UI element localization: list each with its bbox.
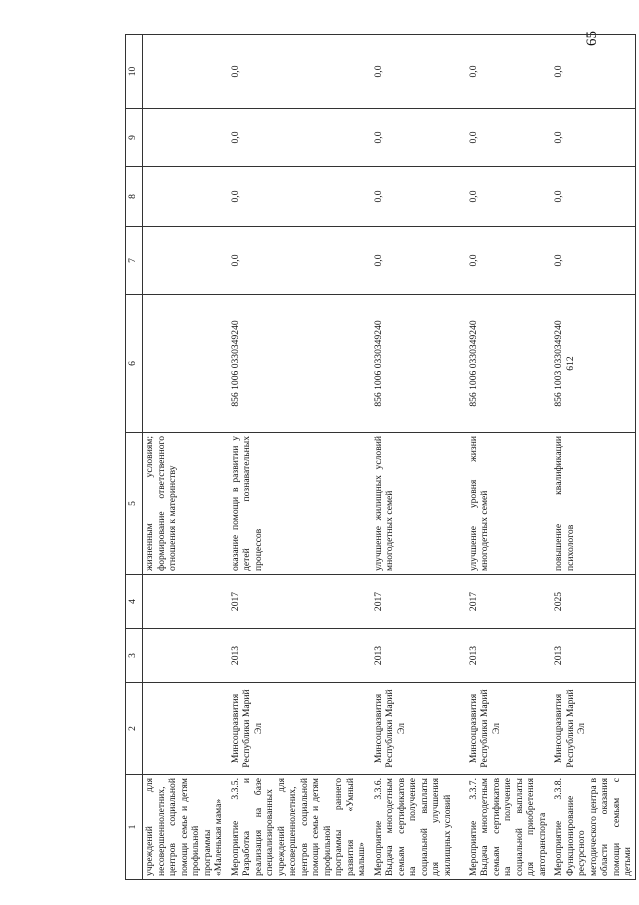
result-cell: повышение квалификации психологов <box>549 433 635 575</box>
start-year-cell: 2013 <box>549 629 635 683</box>
table-row <box>369 35 464 880</box>
table-row <box>464 35 550 880</box>
column-header: 6 <box>126 295 143 433</box>
value-cell: 0,0 <box>226 167 369 227</box>
result-cell: жизненным условиям; формирование ответственного отношения к материнству <box>143 433 226 575</box>
value-cell: 0,0 <box>549 109 635 167</box>
executor-cell: Минсоцразвития Республики Марий Эл <box>369 683 464 775</box>
executor-cell: Минсоцразвития Республики Марий Эл <box>464 683 550 775</box>
value-cell: 0,0 <box>369 167 464 227</box>
column-header: 10 <box>126 35 143 109</box>
start-year-cell: 2013 <box>369 629 464 683</box>
value-cell: 0,0 <box>369 109 464 167</box>
value-cell: 0,0 <box>549 227 635 295</box>
column-header: 9 <box>126 109 143 167</box>
budget-code-cell: 856 1006 0330349240 <box>226 295 369 433</box>
executor-cell <box>143 683 226 775</box>
page-number: 65 <box>584 31 600 46</box>
value-cell: 0,0 <box>369 227 464 295</box>
program-table <box>125 34 636 880</box>
end-year-cell: 2017 <box>226 575 369 629</box>
value-cell: 0,0 <box>464 227 550 295</box>
activity-cell: Мероприятие 3.3.7. Выдача многодетным семьям сертификатов на получение социальной выплаты для приобретения автотранспорта <box>464 775 550 880</box>
header-row <box>126 35 143 880</box>
value-cell <box>143 227 226 295</box>
end-year-cell: 2017 <box>464 575 550 629</box>
table-row <box>226 35 369 880</box>
budget-code-cell: 856 1006 0330349240 <box>464 295 550 433</box>
column-header: 1 <box>126 775 143 880</box>
column-header: 8 <box>126 167 143 227</box>
table-row <box>549 35 635 880</box>
value-cell <box>143 109 226 167</box>
column-header: 5 <box>126 433 143 575</box>
result-cell: улучшение жилищных условий многодетных семей <box>369 433 464 575</box>
value-cell: 0,0 <box>226 35 369 109</box>
table-row <box>143 35 226 880</box>
value-cell: 0,0 <box>226 109 369 167</box>
activity-cell: Мероприятие 3.3.5. Разработка и реализация на базе специализированных учреждений для несовершеннолетних, центров социальной помощи семье и детям профильной программы раннего развития «Умный малыш» <box>226 775 369 880</box>
budget-code-cell <box>143 295 226 433</box>
value-cell <box>143 35 226 109</box>
value-cell: 0,0 <box>226 227 369 295</box>
value-cell <box>143 167 226 227</box>
executor-cell: Минсоцразвития Республики Марий Эл <box>226 683 369 775</box>
value-cell: 0,0 <box>464 35 550 109</box>
value-cell: 0,0 <box>549 35 635 109</box>
value-cell: 0,0 <box>464 109 550 167</box>
value-cell: 0,0 <box>464 167 550 227</box>
start-year-cell: 2013 <box>464 629 550 683</box>
end-year-cell: 2017 <box>369 575 464 629</box>
start-year-cell <box>143 629 226 683</box>
value-cell: 0,0 <box>369 35 464 109</box>
column-header: 3 <box>126 629 143 683</box>
activity-cell: Мероприятие 3.3.6. Выдача многодетным семьям сертификатов на получение социальной выплаты для улучшения жилищных условий <box>369 775 464 880</box>
result-cell: оказание помощи в развитии у детей познавательных процессов <box>226 433 369 575</box>
budget-code-cell: 856 1006 0330349240 <box>369 295 464 433</box>
end-year-cell <box>143 575 226 629</box>
start-year-cell: 2013 <box>226 629 369 683</box>
table-header <box>126 35 143 880</box>
budget-code-cell: 856 1003 0330349240 612 <box>549 295 635 433</box>
activity-cell: учреждений для несовершеннолетних, центров социальной помощи семье и детям профильной программы «Маленькая мама» <box>143 775 226 880</box>
column-header: 2 <box>126 683 143 775</box>
column-header: 7 <box>126 227 143 295</box>
result-cell: улучшение уровня жизни многодетных семей <box>464 433 550 575</box>
column-header: 4 <box>126 575 143 629</box>
value-cell: 0,0 <box>549 167 635 227</box>
end-year-cell: 2025 <box>549 575 635 629</box>
executor-cell: Минсоцразвития Республики Марий Эл <box>549 683 635 775</box>
activity-cell: Мероприятие 3.3.8. Функционирование ресурсного методического центра в области оказания помощи семьям с детьми <box>549 775 635 880</box>
